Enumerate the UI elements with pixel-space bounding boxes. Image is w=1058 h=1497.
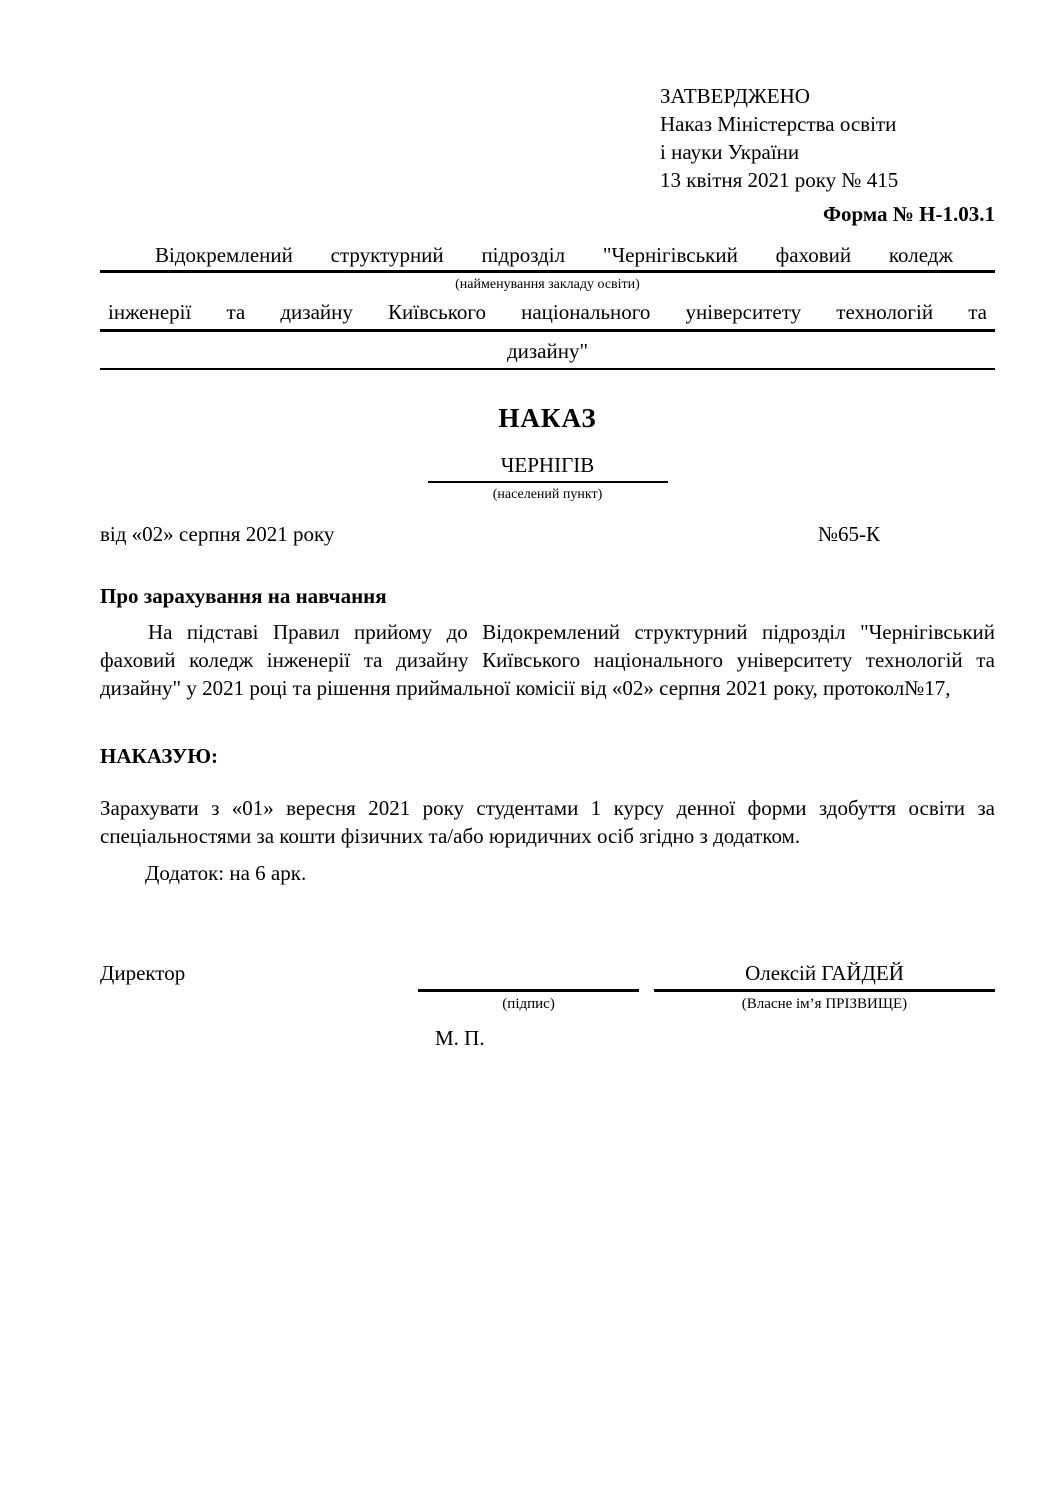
approval-source-line-2: і науки України bbox=[660, 140, 800, 164]
attachment-note: Додаток: на 6 арк. bbox=[145, 861, 307, 885]
institution-name-line-3: дизайну" bbox=[100, 332, 995, 370]
signer-name-field bbox=[654, 959, 995, 1014]
approval-source-line-1: Наказ Міністерства освіти bbox=[660, 112, 897, 136]
approval-block bbox=[660, 82, 995, 194]
institution-name-caption: (найменування закладу освіти) bbox=[455, 277, 640, 292]
order-date: від «02» серпня 2021 року bbox=[100, 522, 335, 546]
command-paragraph: Зарахувати з «01» вересня 2021 року студентами 1 курсу денної форми здобуття освіти за спеціальностями за кошти фізичних та/або юридичних осіб згідно з додатком. bbox=[100, 796, 995, 848]
date-number-row bbox=[100, 520, 995, 548]
basis-paragraph: На підставі Правил прийому до Відокремлений структурний підрозділ "Чернігівський фаховий коледж інженерії та дизайну Київського національного університету технологій та дизайну" у 2021 році та рішення приймальної комісії від «02» серпня 2021 року, протокол№17, bbox=[100, 620, 995, 700]
institution-name-block bbox=[100, 242, 995, 370]
order-title: НАКАЗ bbox=[498, 403, 597, 433]
approval-source-line-3: 13 квітня 2021 року № 415 bbox=[660, 168, 899, 192]
signer-name-caption: (Власне ім’я ПРІЗВИЩЕ) bbox=[741, 996, 908, 1012]
command-label: НАКАЗУЮ: bbox=[100, 744, 218, 768]
signature-caption: (підпис) bbox=[502, 996, 555, 1012]
institution-name-line-1: Відокремлений структурний підрозділ "Чернігівський фаховий коледж bbox=[100, 242, 995, 273]
seal-mark: М. П. bbox=[435, 1026, 485, 1050]
approved-label: ЗАТВЕРДЖЕНО bbox=[660, 84, 810, 108]
institution-name-line-2: інженерії та дизайну Київського національного університету технологій та bbox=[100, 297, 995, 332]
signer-name: Олексій ГАЙДЕЙ bbox=[745, 961, 904, 985]
city-block bbox=[100, 451, 995, 504]
signature-space bbox=[418, 959, 639, 989]
signature-field bbox=[418, 959, 639, 1014]
order-number: №65-К bbox=[817, 522, 880, 546]
order-subject: Про зарахування на навчання bbox=[100, 584, 387, 608]
signature-row bbox=[100, 959, 995, 1014]
city-caption: (населений пункт) bbox=[492, 487, 603, 502]
signer-position: Директор bbox=[100, 961, 186, 985]
form-number-label: Форма № Н-1.03.1 bbox=[823, 202, 995, 226]
city-name: ЧЕРНІГІВ bbox=[428, 451, 668, 483]
